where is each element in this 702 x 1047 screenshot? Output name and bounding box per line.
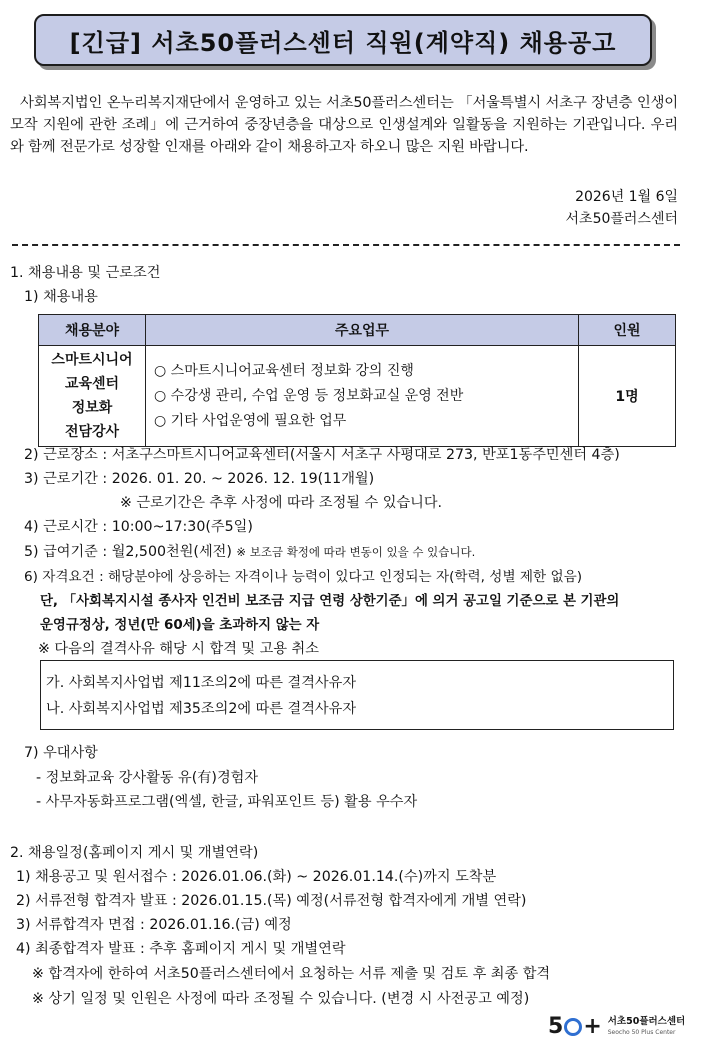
logo-mark xyxy=(548,1014,602,1039)
header-count: 인원 xyxy=(579,315,676,346)
preference-item: - 사무자동화프로그램(엑셀, 한글, 파워포인트 등) 활용 우수자 xyxy=(36,794,418,810)
qualification-bold-2: 운영규정상, 정년(만 60세)을 초과하지 않는 자 xyxy=(40,618,320,633)
work-period: 3) 근로기간 : 2026. 01. 20. ~ 2026. 12. 19(11개월) xyxy=(24,471,375,487)
field-line: 정보화 xyxy=(71,400,113,416)
job-duties xyxy=(146,346,579,447)
notice-org: 서초50플러스센터 xyxy=(565,211,678,227)
schedule-item: 4) 최종합격자 발표 : 추후 홈페이지 게시 및 개별연락 xyxy=(16,941,346,957)
page-title: [긴급] 서초50플러스센터 직원(계약직) 채용공고 xyxy=(34,14,652,66)
logo-ring-icon xyxy=(564,1018,582,1036)
logo-text xyxy=(608,1016,685,1038)
section2-heading: 2. 채용일정(홈페이지 게시 및 개별연락) xyxy=(10,845,259,861)
work-hours: 4) 근로시간 : 10:00~17:30(주5일) xyxy=(24,519,253,535)
logo-english: Seocho 50 Plus Center xyxy=(607,1028,676,1036)
duty-item: ○ 수강생 관리, 수업 운영 등 정보화교실 운영 전반 xyxy=(154,387,464,404)
pay-note: ※ 보조금 확정에 따라 변동이 있을 수 있습니다. xyxy=(236,545,476,559)
notice-date: 2026년 1월 6일 xyxy=(575,189,678,205)
disqualification-item: 가. 사회복지사업법 제11조의2에 따른 결격사유자 xyxy=(46,675,357,691)
intro-paragraph: 사회복지법인 온누리복지재단에서 운영하고 있는 서초50플러스센터는 「서울특별시 서초구 장년층 인생이모작 지원에 관한 조례」에 근거하여 중장년층을 대상으로 인생설계와 일활동을 지원하는 기관입니다. 우리와 함께 전문가로 성장할 인재를 아래와 같이 채용하고자 하오니 많은 지원 바랍니다. xyxy=(10,95,678,155)
preference-heading: 7) 우대사항 xyxy=(24,745,98,761)
field-line: 전담강사 xyxy=(64,424,120,440)
schedule-note: ※ 합격자에 한하여 서초50플러스센터에서 요청하는 서류 제출 및 검토 후 최종 합격 xyxy=(32,966,551,982)
logo-five: 5 xyxy=(548,1014,564,1039)
logo-korean: 서초50플러스센터 xyxy=(607,1015,686,1027)
qualification-bold-1: 단, 「사회복지시설 종사자 인건비 보조금 지급 연령 상한기준」에 의거 공고일 기준으로 본 기관의 xyxy=(40,594,620,609)
section1-heading: 1. 채용내용 및 근로조건 xyxy=(10,265,161,281)
schedule-note: ※ 상기 일정 및 인원은 사정에 따라 조정될 수 있습니다. (변경 시 사전공고 예정) xyxy=(32,991,530,1007)
job-table xyxy=(38,314,676,447)
schedule-item: 2) 서류전형 합격자 발표 : 2026.01.15.(목) 예정(서류전형 합격자에게 개별 연락) xyxy=(16,893,527,909)
table-row xyxy=(39,346,676,447)
work-place: 2) 근로장소 : 서초구스마트시니어교육센터(서울시 서초구 사평대로 273, 반포1동주민센터 4층) xyxy=(24,447,620,463)
disqualification-note: ※ 다음의 결격사유 해당 시 합격 및 고용 취소 xyxy=(38,641,319,657)
logo-plus: + xyxy=(583,1014,602,1039)
preference-item: - 정보화교육 강사활동 유(有)경험자 xyxy=(36,770,259,786)
disqualification-item: 나. 사회복지사업법 제35조의2에 따른 결격사유자 xyxy=(46,701,357,717)
duty-item: ○ 스마트시니어교육센터 정보화 강의 진행 xyxy=(154,362,414,379)
schedule-item: 1) 채용공고 및 원서접수 : 2026.01.06.(화) ~ 2026.01.14.(수)까지 도착분 xyxy=(16,869,497,885)
field-line: 스마트시니어 xyxy=(51,352,133,368)
period-note: ※ 근로기간은 추후 사정에 따라 조정될 수 있습니다. xyxy=(120,495,443,511)
job-field xyxy=(39,346,146,447)
sub1-heading: 1) 채용내용 xyxy=(24,289,98,305)
header-field: 채용분야 xyxy=(39,315,146,346)
job-count: 1명 xyxy=(579,346,676,447)
disqualification-box xyxy=(40,660,674,730)
job-table-header xyxy=(39,315,676,346)
dashed-divider xyxy=(12,244,680,246)
pay-main: 5) 급여기준 : 월2,500천원(세전) xyxy=(24,544,232,560)
header-duties: 주요업무 xyxy=(146,315,579,346)
qualification: 6) 자격요건 : 해당분야에 상응하는 자격이나 능력이 있다고 인정되는 자(학력, 성별 제한 없음) xyxy=(24,569,583,585)
center-logo xyxy=(548,1014,685,1039)
field-line: 교육센터 xyxy=(64,376,120,392)
schedule-item: 3) 서류합격자 면접 : 2026.01.16.(금) 예정 xyxy=(16,917,292,933)
duty-item: ○ 기타 사업운영에 필요한 업무 xyxy=(154,412,347,429)
pay xyxy=(24,541,475,561)
